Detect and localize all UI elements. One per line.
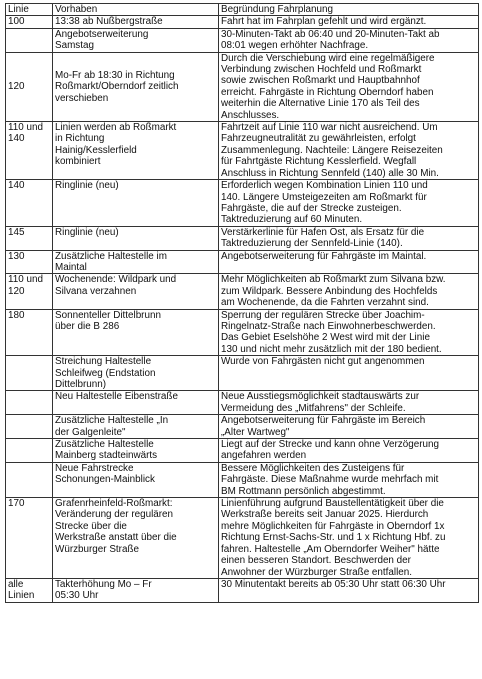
- cell-vorhaben: Zusätzliche Haltestelle im Maintal: [53, 250, 219, 274]
- cell-vorhaben: Ringlinie (neu): [53, 180, 219, 227]
- cell-vorhaben: Streichung Haltestelle Schleifweg (Endstation Dittelbrunn): [53, 356, 219, 391]
- cell-linie: [6, 439, 53, 463]
- cell-begruendung: Fahrtzeit auf Linie 110 war nicht ausreichend. Um Fahrzeugneutralität zu gewährleisten, erfolgt Zusammenlegung. Nachteile: Längere Reisezeiten für Fahrtgäste Richtung Kesslerfield. Wegfall Anschluss in Richtung Sennfeld (140) alle 30 Min.: [219, 122, 479, 180]
- cell-vorhaben: Angebotserweiterung Samstag: [53, 28, 219, 52]
- cell-linie: [6, 356, 53, 391]
- cell-begruendung: Liegt auf der Strecke und kann ohne Verzögerung angefahren werden: [219, 439, 479, 463]
- cell-linie: 180: [6, 309, 53, 356]
- table-row: [6, 226, 479, 250]
- cell-begruendung: Neue Ausstiegsmöglichkeit stadtauswärts zur Vermeidung des „Mitfahrens" der Schleife.: [219, 391, 479, 415]
- cell-begruendung: 30-Minuten-Takt ab 06:40 und 20-Minuten-Takt ab 08:01 wegen erhöhter Nachfrage.: [219, 28, 479, 52]
- cell-begruendung: Sperrung der regulären Strecke über Joachim- Ringelnatz-Straße nach Einwohnerbeschwerden. Das Gebiet Eselshöhe 2 West wird mit der Linie 130 und nicht mehr zusätzlich mit der 180 bedient.: [219, 309, 479, 356]
- table-row: [6, 122, 479, 180]
- cell-linie: 110 und 120: [6, 274, 53, 309]
- cell-begruendung: Fahrt hat im Fahrplan gefehlt und wird ergänzt.: [219, 16, 479, 28]
- cell-vorhaben: Neue Fahrstrecke Schonungen-Mainblick: [53, 462, 219, 497]
- cell-linie: 110 und 140: [6, 122, 53, 180]
- cell-linie: [6, 28, 53, 52]
- cell-begruendung: Verstärkerlinie für Hafen Ost, als Ersatz für die Taktreduzierung der Sennfeld-Linie (140).: [219, 226, 479, 250]
- table-row: [6, 391, 479, 415]
- cell-linie: 140: [6, 180, 53, 227]
- cell-begruendung: Angebotserweiterung für Fahrgäste im Maintal.: [219, 250, 479, 274]
- cell-begruendung: Linienführung aufgrund Baustellentätigkeit über die Werkstraße bereits seit Januar 2025. Hierdurch mehre Möglichkeiten für Fahrgäste in Oberndorf 1x Richtung Ernst-Sachs-Str. und 1 x Richtung Hbf. zu fahren. Haltestelle „Am Oberndorfer Weiher" hätte einen besseren Standort. Beschwerden der Anwohner der Würzburger Straße entfallen.: [219, 498, 479, 579]
- cell-linie: [6, 391, 53, 415]
- cell-begruendung: Erforderlich wegen Kombination Linien 110 und 140. Längere Umsteigezeiten am Roßmarkt für Fahrgäste, die auf der Strecke zusteigen. Taktreduzierung auf 60 Minuten.: [219, 180, 479, 227]
- header-linie: Linie: [6, 4, 53, 16]
- table-row: [6, 356, 479, 391]
- table-row: [6, 28, 479, 52]
- table-row: [6, 498, 479, 579]
- cell-vorhaben: 13:38 ab Nußbergstraße: [53, 16, 219, 28]
- header-vorhaben: Vorhaben: [53, 4, 219, 16]
- cell-vorhaben: Zusätzliche Haltestelle „In der Galgenleite": [53, 415, 219, 439]
- cell-linie: 130: [6, 250, 53, 274]
- document-page: [5, 3, 478, 603]
- cell-linie: 120: [6, 52, 53, 121]
- cell-vorhaben: Zusätzliche Haltestelle Mainberg stadteinwärts: [53, 439, 219, 463]
- cell-vorhaben: Grafenrheinfeld-Roßmarkt: Veränderung der regulären Strecke über die Werkstraße anstatt über die Würzburger Straße: [53, 498, 219, 579]
- header-begruendung: Begründung Fahrplanung: [219, 4, 479, 16]
- table-row: [6, 462, 479, 497]
- cell-vorhaben: Wochenende: Wildpark und Silvana verzahnen: [53, 274, 219, 309]
- table-row: [6, 16, 479, 28]
- fahrplan-table: [5, 3, 479, 603]
- table-row: [6, 180, 479, 227]
- cell-vorhaben: Sonnenteller Dittelbrunn über die B 286: [53, 309, 219, 356]
- cell-linie: [6, 415, 53, 439]
- table-row: [6, 309, 479, 356]
- cell-begruendung: Angebotserweiterung für Fahrgäste im Bereich „Alter Wartweg": [219, 415, 479, 439]
- cell-linie: 100: [6, 16, 53, 28]
- table-row: [6, 415, 479, 439]
- cell-begruendung: Bessere Möglichkeiten des Zusteigens für Fahrgäste. Diese Maßnahme wurde mehrfach mit BM Rottmann persönlich abgestimmt.: [219, 462, 479, 497]
- cell-linie: [6, 462, 53, 497]
- table-row: [6, 274, 479, 309]
- table-row: [6, 52, 479, 121]
- cell-vorhaben: Ringlinie (neu): [53, 226, 219, 250]
- cell-begruendung: Mehr Möglichkeiten ab Roßmarkt zum Silvana bzw. zum Wildpark. Bessere Anbindung des Hochfelds am Wochenende, da die Fahrten verzahnt sind.: [219, 274, 479, 309]
- cell-vorhaben: Mo-Fr ab 18:30 in Richtung Roßmarkt/Oberndorf zeitlich verschieben: [53, 52, 219, 121]
- cell-begruendung: Wurde von Fahrgästen nicht gut angenommen: [219, 356, 479, 391]
- header-row: [6, 4, 479, 16]
- cell-linie: 170: [6, 498, 53, 579]
- table-row: [6, 250, 479, 274]
- cell-vorhaben: Neu Haltestelle Eibenstraße: [53, 391, 219, 415]
- cell-begruendung: 30 Minutentakt bereits ab 05:30 Uhr statt 06:30 Uhr: [219, 578, 479, 602]
- cell-begruendung: Durch die Verschiebung wird eine regelmäßigere Verbindung zwischen Hochfeld und Roßmarkt sowie zwischen Roßmarkt und Hauptbahnhof erreicht. Fahrgäste in Richtung Oberndorf haben weiterhin die Alternative Linie 170 als Teil des Anschlusses.: [219, 52, 479, 121]
- cell-linie: alle Linien: [6, 578, 53, 602]
- cell-vorhaben: Linien werden ab Roßmarkt in Richtung Hainig/Kesslerfield kombiniert: [53, 122, 219, 180]
- table-row: [6, 439, 479, 463]
- cell-linie: 145: [6, 226, 53, 250]
- table-row: [6, 578, 479, 602]
- cell-vorhaben: Takterhöhung Mo – Fr 05:30 Uhr: [53, 578, 219, 602]
